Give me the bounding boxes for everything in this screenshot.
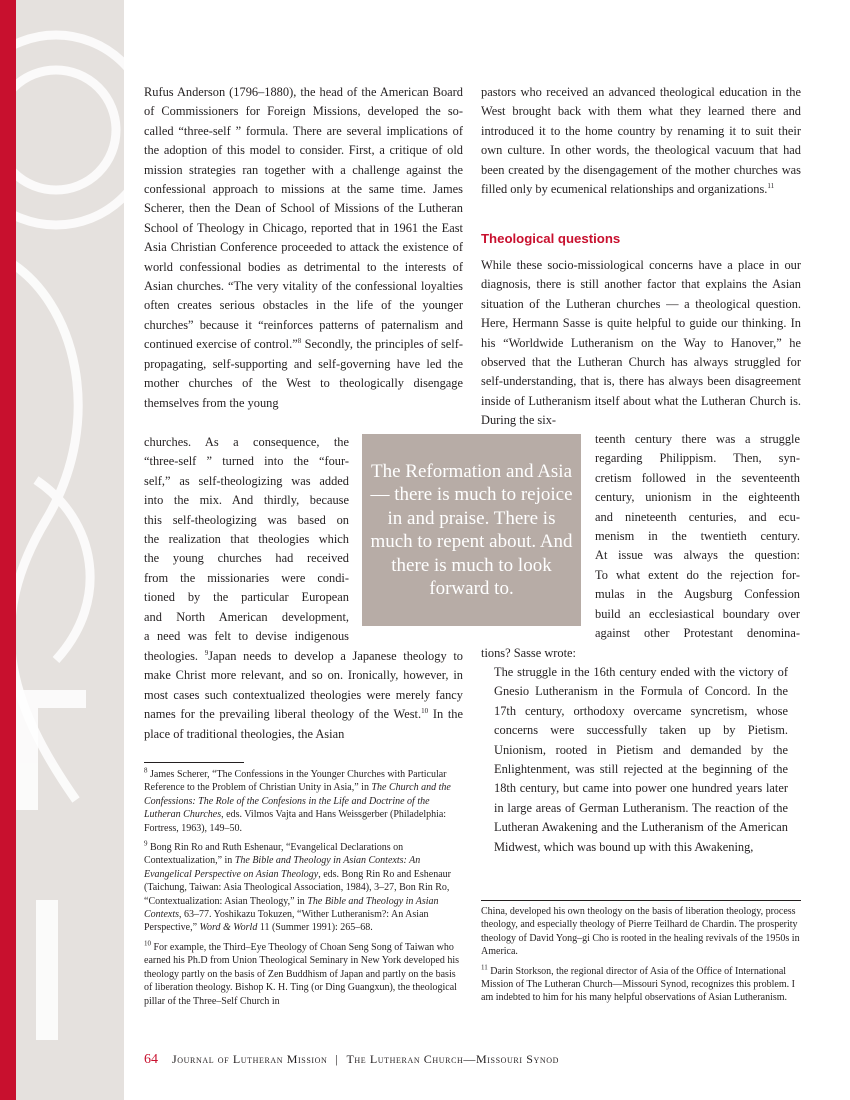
body-text: theologies. (144, 649, 205, 663)
body-line: tioned by the particular European (144, 590, 349, 605)
body-line: this self-theologizing was based on (144, 512, 349, 527)
publisher-name: The Lutheran Church—Missouri Synod (346, 1052, 559, 1066)
pull-quote (362, 434, 581, 626)
body-text: Rufus Anderson (1796–1880), the head of the American Board of Commissioners for Foreign Missions, developed the so-called “three-self ” formula. There are several implications of the adoption of this model to consider. First, a critique of old mission strategies ran together with a challenge against the confessional approach to missions at the same time. James Scherer, then the Dean of School of Missions of the Lutheran School of Theology in Chicago, reported that in 1961 the East Asia Christian Conference proceeded to attack the existence of world confessional bodies as detrimental to the interests of Asian churches. “The very vitality of the confessional loyalties often creates serious obstacles in the life of the younger churches” because it “reinforces patterns of paternalism and continued exercise of control.” (144, 85, 463, 352)
body-line: the young churches had received (144, 551, 349, 566)
footnote-title: The Bible and Theology in Asian Contexts (144, 895, 439, 921)
footnote-10-continued: China, developed his own theology on the basis of liberation theology, process theology, and especially theology of Pierre Teilhard de Chardin. The prosperity theology of David Yong–gi Cho is rooted in the healing revivals of the 1950s in America. (481, 906, 800, 958)
footnote-title: The Church and the Confessions: The Role of the Confesions in the Life and Doctrine of the Lutheran Churches (144, 782, 451, 821)
footnote-text: , eds. Bong Rin Ro and Eshenaur (Taichung, Taiwan: Asia Theological Association, 1984), 3–27, Bon Rin Ro, “Contextualization: Asian Theology,” in (144, 868, 451, 907)
body-line: and North American development, (144, 609, 349, 624)
footnote-text: 11 (Summer 1991): 265–68. (257, 922, 373, 934)
block-quote-text: The struggle in the 16th century ended with the victory of Gnesio Lutheranism in the Formula of Concord. In the 17th century, orthodoxy overcame syncretism, whose concerns were successfully taken up by Pietism. Unionism, rooted in Pietism and demanded by the Enlightenment, was still rejected at the beginning of the 18th century, but came into power one hundred years later in large areas of German Lutheranism. The reaction of the Lutheran Awakening and the Lutheranism of the American Midwest, which was bound up with this Awakening, (494, 665, 788, 854)
left-column-bottom (144, 647, 463, 744)
footnote-text: Bong Rin Ro and Ruth Eshenaur, “Evangelical Declarations on Contextualization,” in (144, 842, 404, 867)
body-line: the realization that theologies which (144, 532, 349, 546)
footnote-title: Word & World (199, 922, 258, 934)
pull-quote-text: The Reformation and Asia — there is much to rejoice in and praise. There is much to repent about. And there is much to look forward to. (370, 460, 573, 599)
footnote-ref: 8 (297, 337, 302, 346)
footnote-text: James Scherer, “The Confessions in the Younger Churches with Particular Reference to the Problem of Christian Unity in Asia,” in (144, 769, 447, 794)
footnote-8 (144, 768, 463, 835)
body-line: churches. As a consequence, the (144, 435, 349, 449)
right-column-middle (481, 256, 801, 431)
block-quote (494, 663, 788, 857)
page-footer (144, 1052, 559, 1068)
footnote-number: 9 (144, 839, 148, 848)
footnote-rule (144, 762, 244, 763)
page-number: 64 (144, 1052, 158, 1067)
footnote-10 (144, 941, 463, 1008)
footer-separator: | (335, 1052, 339, 1066)
body-line: “three-self ” turned into the “four- (144, 454, 349, 469)
body-line: century, unionism in the eighteenth (595, 490, 800, 505)
body-line: build an ecclesiastical boundary over (595, 606, 800, 621)
body-line: tions? Sasse wrote: (481, 646, 576, 660)
right-column-top (481, 83, 801, 199)
footnote-text: For example, the Third–Eye Theology of Choan Seng Song of Taiwan who earned his Ph.D from Union Theological Seminary in New York developed his theology partly on the basis of Zen Buddhism of Japan and partly on the basis of liberation theology. Bishop K. H. Ting (or Ding Guangxun), the theological pillar of the Three–Self Church in (144, 941, 460, 1007)
decorative-seal-watermark (16, 0, 124, 1100)
footnote-number: 8 (144, 766, 148, 775)
red-margin-strip (0, 0, 16, 1100)
body-text: Japan needs to develop a Japanese theology to make Christ more relevant, and so on. Ironically, however, in most cases such contextualized theologies were merely fancy names for the prevailing liberal theology of the West. (144, 649, 463, 722)
body-line: from the missionaries were condi- (144, 570, 349, 585)
footnote-ref: 10 (421, 707, 429, 716)
left-column-top (144, 83, 463, 413)
footnote-number: 10 (144, 939, 151, 948)
body-text: Secondly, the principles of self-propagating, self-supporting and self-governing have led the mother churches of the West to theologically disengage themselves from the young (144, 337, 463, 410)
body-line: a need was felt to devise indigenous (144, 629, 349, 643)
body-line: menism in the twentieth century. (595, 529, 800, 543)
footnote-9 (144, 841, 463, 935)
footnote-11 (481, 965, 801, 1005)
body-text: While these socio-missiological concerns have a place in our diagnosis, there is still another factor that explains the Asian situation of the Lutheran churches — a theological question. Here, Hermann Sasse is quite helpful to guide our thinking. In his “Worldwide Lutheranism on the Way to Hanover,” he observed that the Lutheran Church has always struggled for self-understanding, that is, there has always been disagreement inside of Lutheranism itself about what the Lutheran Church is. During the six- (481, 258, 801, 428)
decorative-sidebar (16, 0, 124, 1100)
footnote-text: , eds. Vilmos Vajta and Hans Weissgerber (Philadelphia: Fortress, 1963), 149–50. (144, 809, 447, 834)
body-text: pastors who received an advanced theological education in the West brought back with them what they learned there and introduced it to the home country by renaming it to suit their own culture. In other words, the theological vacuum that had been created by the disengagement of the mother churches was filled only by ecumenical relationships and organizations. (481, 85, 801, 197)
footnote-text: , 63–77. Yoshikazu Tokuzen, “Wither Lutheranism?: An Asian Perspective,” (144, 909, 429, 934)
body-line: against other Protestant denomina- (595, 626, 800, 640)
body-line: regarding Philippism. Then, syn- (595, 451, 800, 466)
body-text: In the place of traditional theologies, the Asian (144, 707, 464, 741)
footnote-ref: 9 (204, 648, 209, 657)
footnote-rule (481, 900, 801, 901)
footnotes-left (144, 768, 463, 1014)
body-line: and nineteenth centuries, and ecu- (595, 509, 800, 524)
journal-name: Journal of Lutheran Mission (172, 1052, 328, 1066)
footnote-number: 11 (481, 963, 488, 972)
footnote-text: Darin Storkson, the regional director of Asia of the Office of International Mission of The Lutheran Church—Missouri Synod, recognizes this problem. I am indebted to him for his many helpful observations of Asian Lutheranism. (481, 965, 795, 1004)
section-heading: Theological questions (481, 231, 621, 246)
body-line: To what extent do the rejection for- (595, 567, 800, 582)
body-line: teenth century there was a struggle (595, 432, 800, 446)
footnote-title: The Bible and Theology in Asian Contexts: An Evangelical Perspective on Asian Theology (144, 855, 421, 880)
footnotes-right (481, 905, 801, 1011)
body-line: At issue was always the question: (595, 548, 800, 563)
body-line: into the mix. And thirdly, because (144, 493, 349, 508)
body-line: mulas in the Augsburg Confession (595, 587, 800, 602)
body-line: self,” as self-theologizing was added (144, 473, 349, 488)
footnote-ref: 11 (767, 181, 775, 190)
body-line: cretism followed in the seventeenth (595, 470, 800, 485)
